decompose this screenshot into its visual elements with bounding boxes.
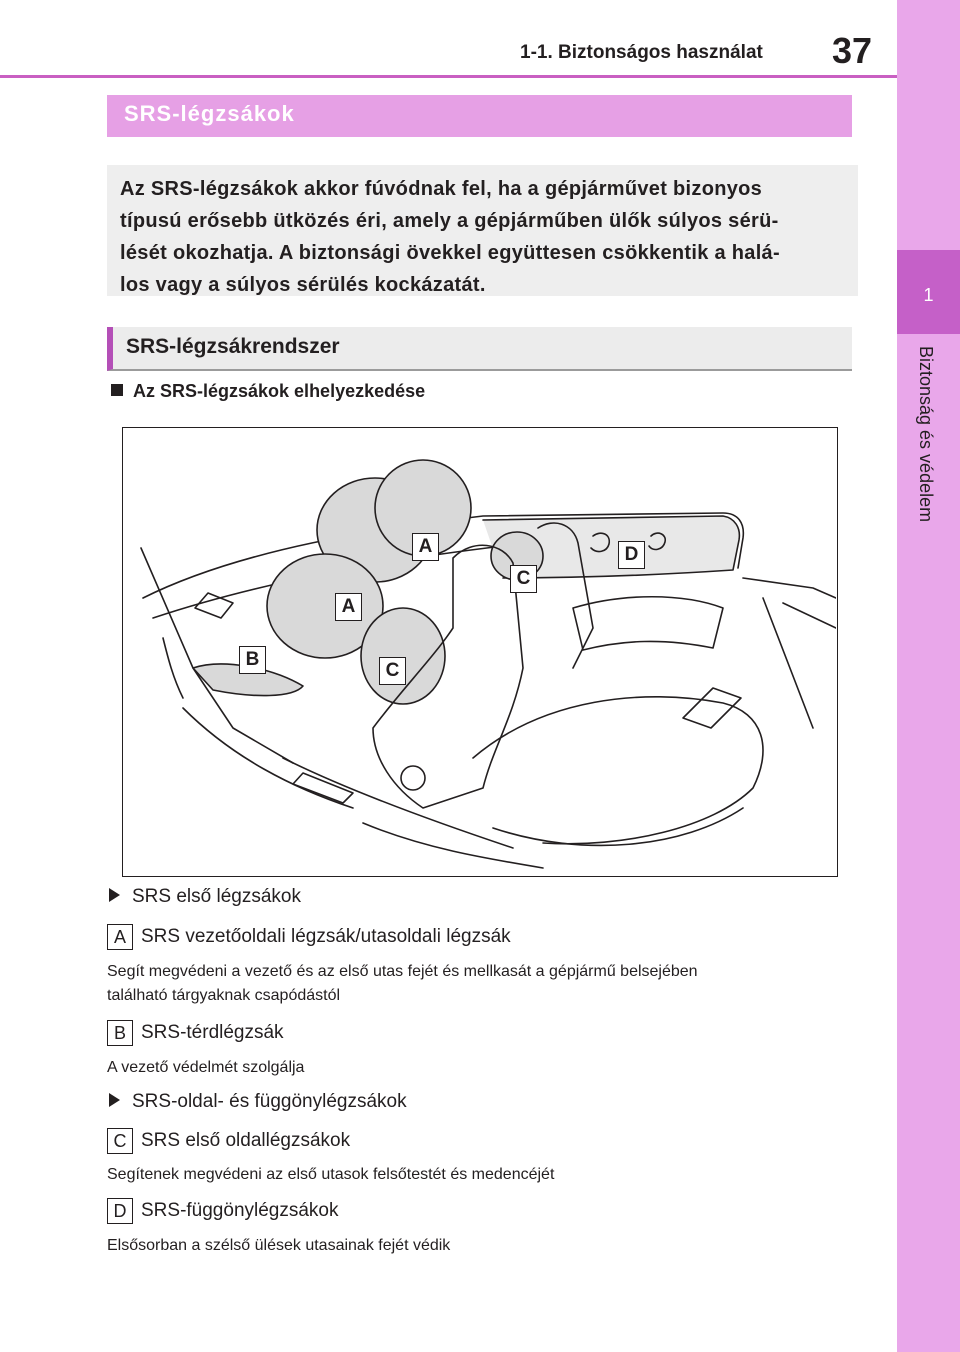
item-d: D SRS-függönylégzsákok bbox=[107, 1198, 339, 1224]
intro-line: Az SRS-légzsákok akkor fúvódnak fel, ha a gépjárművet bizonyos bbox=[120, 178, 763, 200]
triangle-bullet-icon bbox=[109, 1093, 120, 1107]
intro-line: típusú erősebb ütközés éri, amely a gépjárműben ülők súlyos sérü- bbox=[120, 210, 779, 232]
letter-badge: D bbox=[107, 1198, 133, 1224]
subsection-heading: Az SRS-légzsákok elhelyezkedése bbox=[111, 381, 425, 402]
figure-label-c: C bbox=[379, 657, 406, 685]
header-rule bbox=[0, 75, 897, 78]
figure-label-d: D bbox=[618, 541, 645, 569]
triangle-bullet-icon bbox=[109, 888, 120, 902]
figure-label-a: A bbox=[412, 533, 439, 561]
figure-label-b: B bbox=[239, 646, 266, 674]
item-c-description: Segítenek megvédeni az első utasok felsőtestét és medencéjét bbox=[107, 1166, 555, 1183]
chapter-title: Biztonság és védelem bbox=[916, 346, 936, 523]
section-heading: SRS-légzsákrendszer bbox=[107, 327, 852, 371]
item-a-description: Segít megvédeni a vezető és az első utas fejét és mellkasát a gépjármű belsejében található tárgyaknak csapódástól bbox=[107, 963, 698, 1004]
item-c: C SRS első oldallégzsákok bbox=[107, 1128, 350, 1154]
item-d-description: Elsősorban a szélső ülések utasainak fejét védik bbox=[107, 1237, 451, 1254]
intro-box bbox=[107, 165, 858, 296]
item-a: A SRS vezetőoldali légzsák/utasoldali légzsák bbox=[107, 924, 511, 950]
letter-badge: C bbox=[107, 1128, 133, 1154]
figure-label-c: C bbox=[510, 565, 537, 593]
section-banner: SRS-légzsákok bbox=[107, 95, 852, 137]
chapter-side-strip bbox=[897, 0, 960, 1352]
airbag-location-figure bbox=[122, 427, 838, 877]
square-bullet-icon bbox=[111, 384, 123, 396]
chapter-number: 1 bbox=[923, 285, 934, 305]
car-interior-illustration bbox=[123, 428, 836, 875]
letter-badge: B bbox=[107, 1020, 133, 1046]
intro-line: los vagy a súlyos sérülés kockázatát. bbox=[120, 274, 486, 296]
page-number: 37 bbox=[832, 30, 873, 71]
item-b-description: A vezető védelmét szolgálja bbox=[107, 1059, 305, 1076]
group-heading: SRS első légzsákok bbox=[109, 886, 301, 908]
running-header: 1-1. Biztonságos használat bbox=[520, 42, 763, 63]
figure-label-a: A bbox=[335, 593, 362, 621]
letter-badge: A bbox=[107, 924, 133, 950]
group-heading: SRS-oldal- és függönylégzsákok bbox=[109, 1091, 407, 1113]
intro-line: lését okozhatja. A biztonsági övekkel együttesen csökkentik a halá- bbox=[120, 242, 780, 264]
item-b: B SRS-térdlégzsák bbox=[107, 1020, 284, 1046]
